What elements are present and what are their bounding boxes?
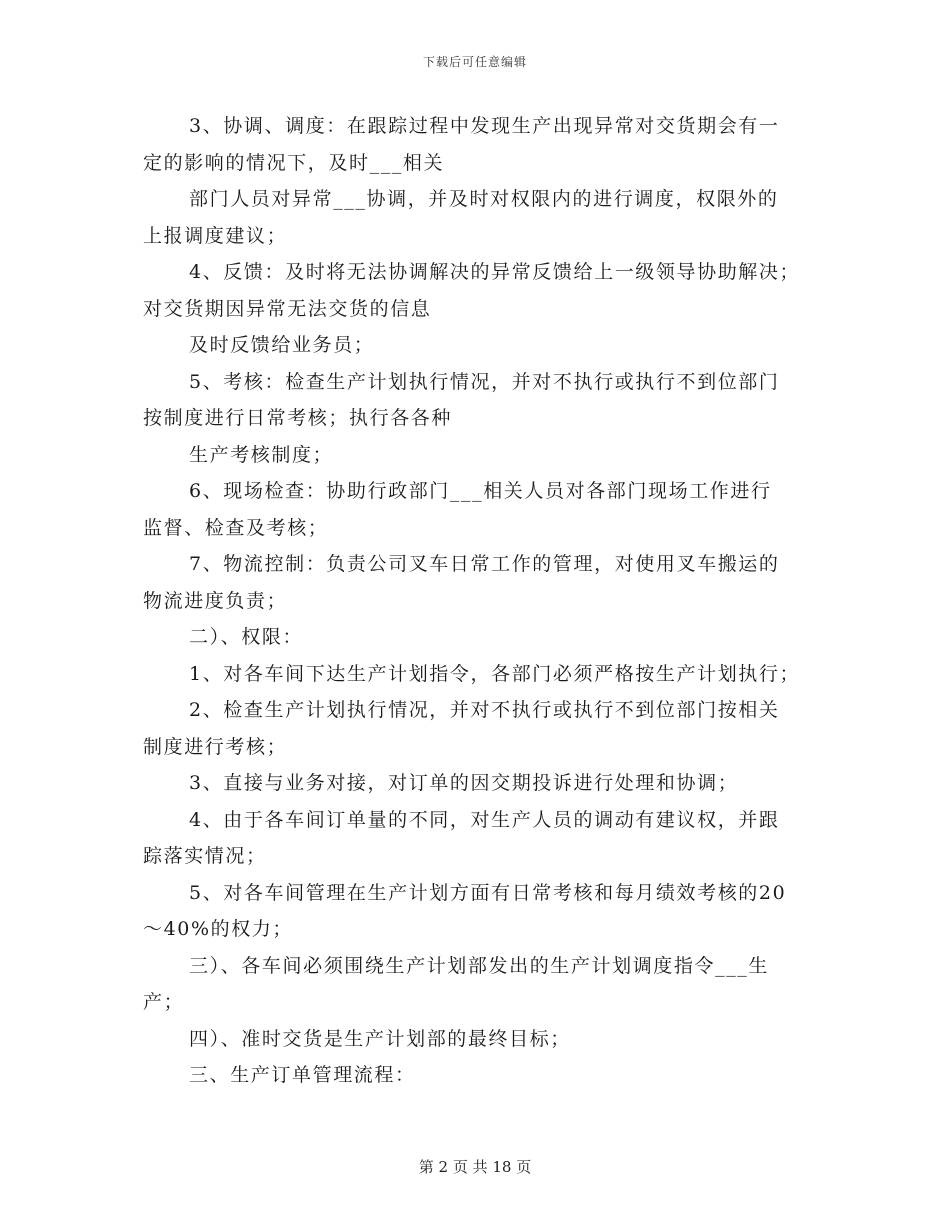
paragraph-line: 四）、准时交货是生产计划部的最终目标； xyxy=(189,1027,571,1050)
paragraph-line: 1、对各车间下达生产计划指令，各部门必须严格按生产计划执行； xyxy=(189,662,801,685)
paragraph-line: 按制度进行日常考核；执行各各种 xyxy=(143,407,453,429)
paragraph-line: 4、由于各车间订单量的不同，对生产人员的调动有建议权，并跟 xyxy=(189,808,780,831)
paragraph-line: 生产考核制度； xyxy=(189,443,334,466)
paragraph-line: ～40%的权力； xyxy=(143,918,294,940)
paragraph-line: 踪落实情况； xyxy=(143,845,267,867)
paragraph-line: 4、反馈：及时将无法协调解决的异常反馈给上一级领导协助解决； xyxy=(189,261,801,283)
paragraph-line: 3、协调、调度：在跟踪过程中发现生产出现异常对交货期会有一 xyxy=(189,115,780,137)
page-number-footer: 第 2 页 共 18 页 xyxy=(418,1158,532,1176)
section-heading: 三、生产订单管理流程： xyxy=(189,1064,416,1086)
section-heading: 二）、权限： xyxy=(189,626,304,648)
paragraph-line: 产； xyxy=(143,991,185,1013)
paragraph-line: 定的影响的情况下，及时___相关 xyxy=(143,151,445,174)
paragraph-line: 5、对各车间管理在生产计划方面有日常考核和每月绩效考核的20 xyxy=(189,881,787,904)
document-body xyxy=(143,108,813,1094)
paragraph-line: 部门人员对异常___协调，并及时对权限内的进行调度，权限外的 xyxy=(189,188,779,210)
paragraph-line: 2、检查生产计划执行情况，并对不执行或执行不到位部门按相关 xyxy=(189,699,780,721)
paragraph-line: 监督、检查及考核； xyxy=(143,516,329,539)
paragraph-line: 物流进度负责； xyxy=(143,589,288,612)
paragraph-line: 及时反馈给业务员； xyxy=(189,334,375,356)
paragraph-line: 对交货期因异常无法交货的信息 xyxy=(143,297,432,320)
paragraph-line: 5、考核：检查生产计划执行情况，并对不执行或执行不到位部门 xyxy=(189,370,780,393)
page-header: 下载后可任意编辑 xyxy=(422,55,527,69)
paragraph-line: 上报调度建议； xyxy=(143,224,288,247)
paragraph-line: 3、直接与业务对接，对订单的因交期投诉进行处理和协调； xyxy=(189,772,739,794)
paragraph-line: 6、现场检查：协助行政部门___相关人员对各部门现场工作进行 xyxy=(189,480,772,502)
paragraph-line: 7、物流控制：负责公司叉车日常工作的管理，对使用叉车搬运的 xyxy=(189,553,780,575)
paragraph-line: 制度进行考核； xyxy=(143,735,288,758)
paragraph-line: 三）、各车间必须围绕生产计划部发出的生产计划调度指令___生 xyxy=(189,954,770,977)
